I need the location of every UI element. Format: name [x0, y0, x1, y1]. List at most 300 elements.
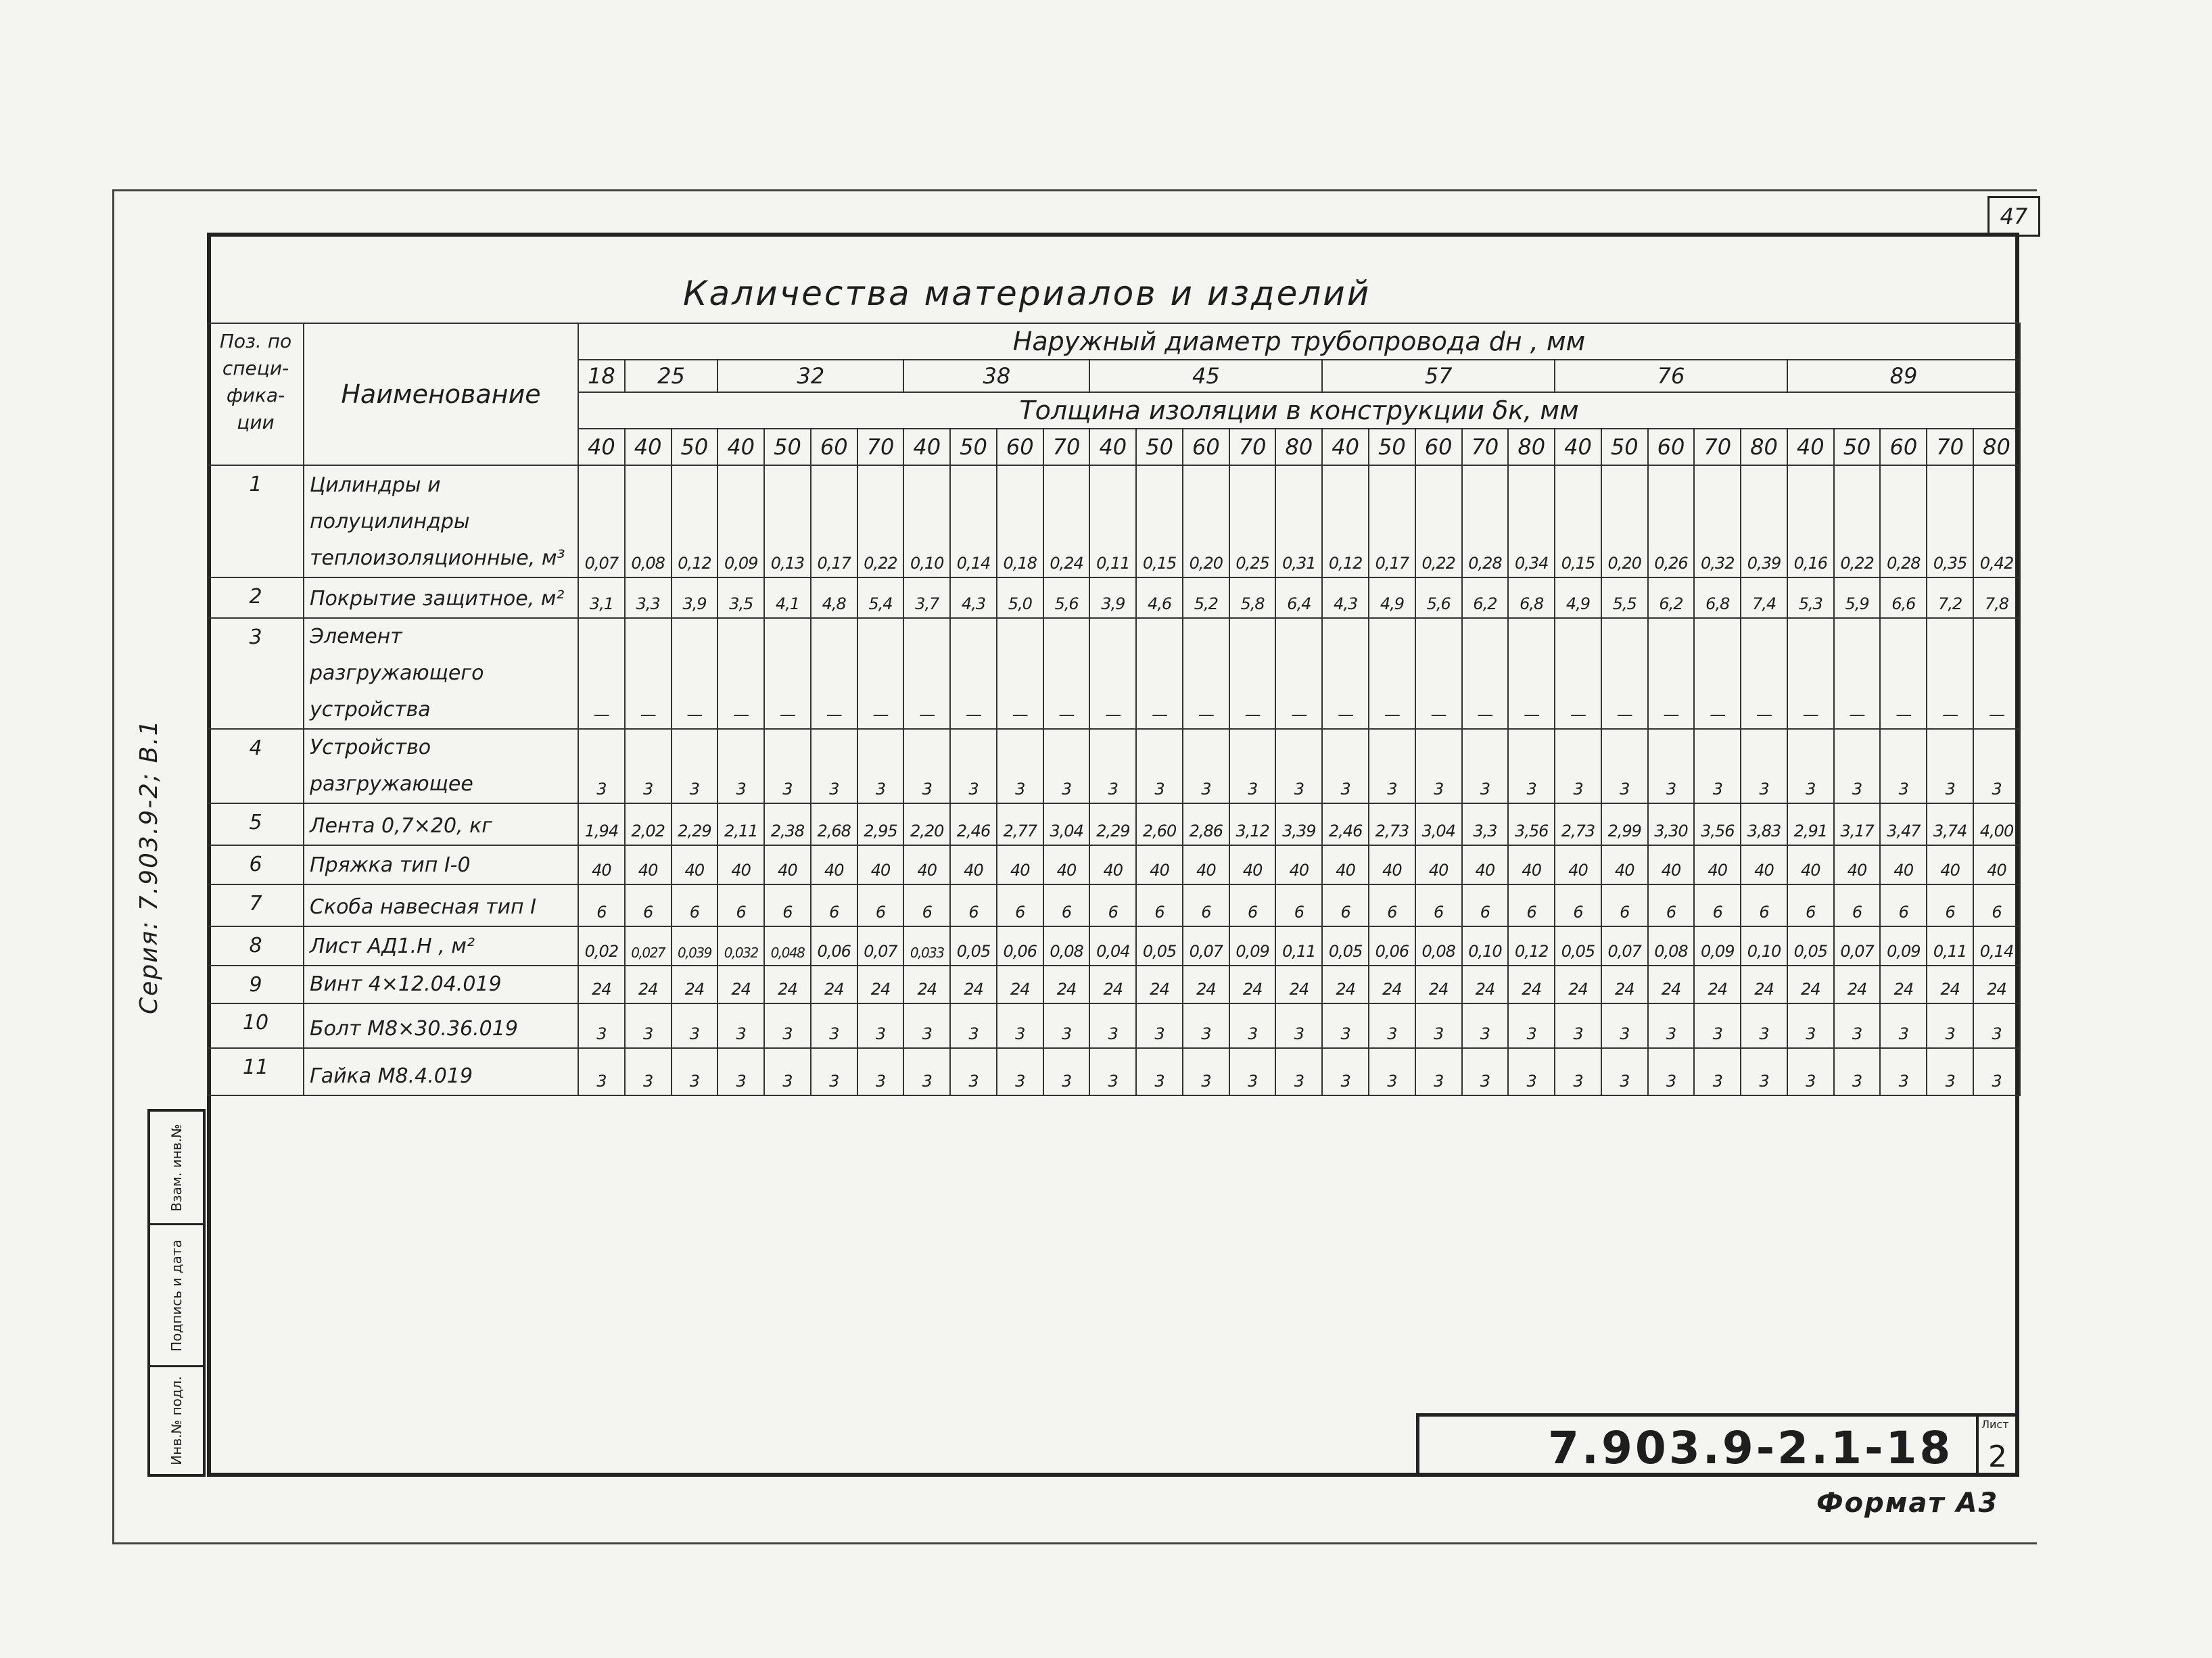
row-value: 2,20: [903, 803, 950, 845]
row-value: 3: [1462, 1003, 1509, 1048]
row-value: 40: [1136, 845, 1183, 884]
row-value: 3: [903, 1048, 950, 1095]
row-value: 2,29: [672, 803, 718, 845]
row-name: Лента 0,7×20, кг: [304, 803, 578, 845]
row-value: 3: [1787, 729, 1834, 803]
header-thickness-cell: 70: [1229, 429, 1276, 465]
row-value: 4,9: [1369, 577, 1415, 618]
row-value: —: [1694, 618, 1741, 729]
row-value: 3: [672, 1048, 718, 1095]
row-value: 6: [1694, 884, 1741, 926]
header-diameter-cell: 89: [1787, 360, 2020, 392]
row-value: 24: [1648, 966, 1695, 1003]
row-pos: 2: [208, 577, 304, 618]
row-value: 6,2: [1462, 577, 1509, 618]
row-value: 6: [903, 884, 950, 926]
row-value: 4,8: [811, 577, 857, 618]
row-value: 2,99: [1601, 803, 1648, 845]
row-value: 0,22: [857, 465, 904, 577]
row-value: 3: [857, 1048, 904, 1095]
row-value: —: [997, 618, 1043, 729]
row-value: 3: [1415, 1003, 1462, 1048]
header-thickness-cell: 40: [578, 429, 625, 465]
header-thickness-cell: 50: [672, 429, 718, 465]
row-value: 40: [950, 845, 997, 884]
row-value: —: [1973, 618, 2020, 729]
row-value: 3: [1462, 729, 1509, 803]
header-diameter-cell: 25: [625, 360, 718, 392]
row-value: 3: [1555, 1003, 1601, 1048]
row-name: Элемент разгружающего устройства: [304, 618, 578, 729]
row-value: 24: [1136, 966, 1183, 1003]
header-thickness-cell: 70: [1927, 429, 1973, 465]
header-thickness-cell: 50: [1834, 429, 1881, 465]
header-thickness-cell: 40: [625, 429, 672, 465]
stamp-inv-original: [150, 1367, 203, 1474]
row-value: 40: [1183, 845, 1229, 884]
row-value: 0,34: [1508, 465, 1555, 577]
row-value: 0,25: [1229, 465, 1276, 577]
row-value: 3: [1880, 1048, 1927, 1095]
row-value: 6: [672, 884, 718, 926]
row-value: 3,1: [578, 577, 625, 618]
row-value: 40: [1694, 845, 1741, 884]
row-value: 0,26: [1648, 465, 1695, 577]
row-value: 3: [1229, 1003, 1276, 1048]
row-value: 5,9: [1834, 577, 1881, 618]
row-value: 6: [1322, 884, 1369, 926]
row-value: 3: [1508, 1048, 1555, 1095]
stamp-inv-replacement: [150, 1112, 203, 1225]
row-value: 2,73: [1555, 803, 1601, 845]
row-value: 24: [1043, 966, 1090, 1003]
row-value: 5,6: [1415, 577, 1462, 618]
row-value: 40: [1927, 845, 1973, 884]
row-value: 3: [1183, 729, 1229, 803]
row-value: 24: [1275, 966, 1322, 1003]
row-value: 6: [717, 884, 764, 926]
stamp-block: [147, 1109, 206, 1477]
row-pos: 1: [208, 465, 304, 577]
row-value: 24: [997, 966, 1043, 1003]
row-value: 3,7: [903, 577, 950, 618]
row-value: 40: [1601, 845, 1648, 884]
row-value: 24: [717, 966, 764, 1003]
row-value: 40: [672, 845, 718, 884]
title-block: [1416, 1413, 2019, 1477]
header-thickness: Толщина изоляции в конструкции δк, мм: [578, 392, 2020, 429]
row-value: —: [1043, 618, 1090, 729]
row-value: 24: [1973, 966, 2020, 1003]
row-value: 3: [717, 1003, 764, 1048]
row-value: 24: [1834, 966, 1881, 1003]
row-value: 0,14: [1973, 926, 2020, 966]
row-value: 0,10: [903, 465, 950, 577]
stamp-signature-date-label: Подпись и дата: [168, 1239, 185, 1352]
table-row: [208, 729, 2020, 803]
row-value: 3: [625, 1048, 672, 1095]
row-value: 7,4: [1741, 577, 1787, 618]
row-value: 6: [1183, 884, 1229, 926]
row-value: 3: [1089, 1003, 1136, 1048]
header-thickness-cell: 40: [1322, 429, 1369, 465]
row-value: 40: [1880, 845, 1927, 884]
row-value: 0,033: [903, 926, 950, 966]
row-value: 24: [1880, 966, 1927, 1003]
row-value: 3: [1648, 1003, 1695, 1048]
row-value: 2,95: [857, 803, 904, 845]
row-value: —: [1183, 618, 1229, 729]
row-value: 0,12: [1322, 465, 1369, 577]
row-value: 6: [857, 884, 904, 926]
row-value: 40: [857, 845, 904, 884]
row-value: 0,09: [1229, 926, 1276, 966]
row-value: 3,17: [1834, 803, 1881, 845]
row-value: 3: [1229, 1048, 1276, 1095]
row-value: 3: [1834, 1003, 1881, 1048]
row-value: 0,05: [1322, 926, 1369, 966]
row-value: 0,17: [811, 465, 857, 577]
row-pos: 6: [208, 845, 304, 884]
row-value: 0,10: [1462, 926, 1509, 966]
row-value: 0,09: [1880, 926, 1927, 966]
row-value: 3: [950, 1048, 997, 1095]
row-value: 3: [1973, 1003, 2020, 1048]
table-row: [208, 803, 2020, 845]
row-value: 3: [578, 1003, 625, 1048]
row-value: 3: [1229, 729, 1276, 803]
row-value: 40: [1275, 845, 1322, 884]
row-value: 24: [857, 966, 904, 1003]
row-name: Скоба навесная тип I: [304, 884, 578, 926]
row-value: 2,77: [997, 803, 1043, 845]
row-value: 3: [1973, 1048, 2020, 1095]
row-value: 3: [1648, 1048, 1695, 1095]
row-value: 3: [1555, 729, 1601, 803]
row-value: 6: [1136, 884, 1183, 926]
row-value: 0,039: [672, 926, 718, 966]
row-value: 3: [1694, 1048, 1741, 1095]
row-value: 2,73: [1369, 803, 1415, 845]
row-value: 3: [1183, 1048, 1229, 1095]
table-row: [208, 618, 2020, 729]
row-value: 3: [950, 1003, 997, 1048]
row-value: 3: [625, 729, 672, 803]
row-value: 3,3: [1462, 803, 1509, 845]
row-value: 6: [1229, 884, 1276, 926]
header-thickness-cell: 80: [1973, 429, 2020, 465]
row-value: 3,56: [1508, 803, 1555, 845]
header-thickness-cell: 80: [1741, 429, 1787, 465]
row-value: 0,06: [1369, 926, 1415, 966]
header-name: Наименование: [304, 323, 578, 465]
row-value: 2,91: [1787, 803, 1834, 845]
row-value: 3: [1601, 729, 1648, 803]
row-value: 3,3: [625, 577, 672, 618]
stamp-inv-original-label: Инв.№ подл.: [168, 1376, 185, 1465]
row-value: 6: [1555, 884, 1601, 926]
row-value: 3: [1787, 1048, 1834, 1095]
row-value: 3: [997, 1048, 1043, 1095]
row-name: Болт М8×30.36.019: [304, 1003, 578, 1048]
row-value: 24: [950, 966, 997, 1003]
row-value: 0,24: [1043, 465, 1090, 577]
row-value: —: [1275, 618, 1322, 729]
header-thickness-cell: 50: [1601, 429, 1648, 465]
row-value: —: [1787, 618, 1834, 729]
row-value: —: [1322, 618, 1369, 729]
row-value: 3: [1648, 729, 1695, 803]
row-value: 3: [764, 1003, 811, 1048]
row-value: 40: [578, 845, 625, 884]
row-value: 0,05: [1787, 926, 1834, 966]
row-value: 3: [1834, 1048, 1881, 1095]
row-value: 0,08: [1043, 926, 1090, 966]
row-value: 0,17: [1369, 465, 1415, 577]
header-thickness-cell: 60: [997, 429, 1043, 465]
row-value: 3: [1275, 1048, 1322, 1095]
row-value: 3: [717, 1048, 764, 1095]
row-value: 0,02: [578, 926, 625, 966]
row-value: 0,12: [1508, 926, 1555, 966]
row-value: 3: [1043, 1003, 1090, 1048]
header-diameter-cell: 57: [1322, 360, 1555, 392]
row-value: 3: [1089, 729, 1136, 803]
row-value: —: [1136, 618, 1183, 729]
row-value: —: [1415, 618, 1462, 729]
row-value: 5,0: [997, 577, 1043, 618]
row-value: 0,20: [1601, 465, 1648, 577]
row-value: 6: [764, 884, 811, 926]
row-value: 0,35: [1927, 465, 1973, 577]
row-value: 6: [1508, 884, 1555, 926]
row-value: 40: [1973, 845, 2020, 884]
row-value: 6: [1043, 884, 1090, 926]
row-name: Устройство разгружающее: [304, 729, 578, 803]
row-value: 0,12: [672, 465, 718, 577]
row-value: 3: [1089, 1048, 1136, 1095]
row-value: 3: [1880, 729, 1927, 803]
row-value: 3: [672, 1003, 718, 1048]
row-value: 0,18: [997, 465, 1043, 577]
table-row: [208, 926, 2020, 966]
row-pos: 10: [208, 1003, 304, 1048]
header-thickness-cell: 50: [1369, 429, 1415, 465]
row-value: 3: [1183, 1003, 1229, 1048]
row-value: 3: [1880, 1003, 1927, 1048]
row-value: 6: [1275, 884, 1322, 926]
row-value: 3: [997, 1003, 1043, 1048]
header-diameter-cell: 38: [903, 360, 1089, 392]
header-thickness-cell: 70: [1462, 429, 1509, 465]
row-value: 3: [1555, 1048, 1601, 1095]
row-value: 2,38: [764, 803, 811, 845]
row-value: 3: [1462, 1048, 1509, 1095]
row-value: 24: [1555, 966, 1601, 1003]
row-value: 3,04: [1415, 803, 1462, 845]
row-value: 6: [1369, 884, 1415, 926]
row-value: 6,6: [1880, 577, 1927, 618]
row-value: —: [950, 618, 997, 729]
row-value: 3: [811, 1048, 857, 1095]
row-value: 2,46: [1322, 803, 1369, 845]
row-value: 2,11: [717, 803, 764, 845]
row-value: 40: [717, 845, 764, 884]
row-value: 24: [578, 966, 625, 1003]
row-value: —: [672, 618, 718, 729]
row-value: 3: [1369, 729, 1415, 803]
row-value: 3: [1322, 1003, 1369, 1048]
row-value: 3,5: [717, 577, 764, 618]
header-thickness-cell: 50: [950, 429, 997, 465]
row-value: 0,28: [1462, 465, 1509, 577]
series-label: Серия: 7.903.9-2; В.1: [135, 719, 163, 1014]
row-value: —: [811, 618, 857, 729]
row-value: 5,3: [1787, 577, 1834, 618]
header-thickness-cell: 70: [1694, 429, 1741, 465]
row-name: Покрытие защитное, м²: [304, 577, 578, 618]
row-name: Цилиндры и полуцилиндры теплоизоляционные, м³: [304, 465, 578, 577]
row-value: 40: [1648, 845, 1695, 884]
row-value: 24: [1089, 966, 1136, 1003]
row-value: 40: [1043, 845, 1090, 884]
row-value: 4,3: [950, 577, 997, 618]
row-pos: 9: [208, 966, 304, 1003]
row-value: 24: [1369, 966, 1415, 1003]
row-value: 7,8: [1973, 577, 2020, 618]
row-value: 3: [1927, 729, 1973, 803]
row-value: 3: [1741, 729, 1787, 803]
row-pos: 8: [208, 926, 304, 966]
row-value: 0,08: [1648, 926, 1695, 966]
row-value: 5,2: [1183, 577, 1229, 618]
row-value: 2,02: [625, 803, 672, 845]
row-value: 6: [811, 884, 857, 926]
row-value: 3: [764, 729, 811, 803]
row-value: 3: [625, 1003, 672, 1048]
row-value: —: [1462, 618, 1509, 729]
row-value: 40: [1741, 845, 1787, 884]
row-value: 2,46: [950, 803, 997, 845]
row-value: —: [1834, 618, 1881, 729]
row-value: 2,29: [1089, 803, 1136, 845]
row-value: —: [1601, 618, 1648, 729]
row-value: 3: [1275, 729, 1322, 803]
row-value: 3,83: [1741, 803, 1787, 845]
row-value: 6,8: [1508, 577, 1555, 618]
row-value: 24: [672, 966, 718, 1003]
row-value: 3: [578, 1048, 625, 1095]
page-number: 47: [1987, 196, 2040, 237]
row-value: 0,09: [1694, 926, 1741, 966]
row-value: 3: [1136, 1003, 1183, 1048]
row-value: 6: [1787, 884, 1834, 926]
row-value: 3: [1369, 1003, 1415, 1048]
page-title: Каличества материалов и изделий: [683, 274, 1371, 313]
header-diameter-cell: 76: [1555, 360, 1787, 392]
header-diameter-cell: 45: [1089, 360, 1322, 392]
header-diameter-cell: 18: [578, 360, 625, 392]
row-value: 3,74: [1927, 803, 1973, 845]
header-thickness-cell: 40: [903, 429, 950, 465]
row-value: 1,94: [578, 803, 625, 845]
row-value: 40: [1089, 845, 1136, 884]
row-value: 4,6: [1136, 577, 1183, 618]
row-value: 3: [1275, 1003, 1322, 1048]
row-value: 6,4: [1275, 577, 1322, 618]
row-value: 3: [1508, 1003, 1555, 1048]
row-name: Гайка М8.4.019: [304, 1048, 578, 1095]
row-value: 40: [1508, 845, 1555, 884]
row-value: 3: [1508, 729, 1555, 803]
header-pos: Поз. по специ- фика- ции: [208, 323, 304, 465]
row-value: 3: [1601, 1048, 1648, 1095]
row-value: 24: [1322, 966, 1369, 1003]
row-value: 40: [811, 845, 857, 884]
row-value: 5,8: [1229, 577, 1276, 618]
sheet-label: Лист: [1981, 1418, 2009, 1431]
sheet-box: [1976, 1417, 2019, 1477]
materials-table: [207, 323, 2021, 1096]
row-value: 24: [1694, 966, 1741, 1003]
row-value: 40: [1229, 845, 1276, 884]
row-value: 4,9: [1555, 577, 1601, 618]
row-value: 24: [1927, 966, 1973, 1003]
row-value: 0,42: [1973, 465, 2020, 577]
document-designation: 7.903.9-2.1-18: [1548, 1422, 1954, 1474]
header-thickness-cell: 60: [1880, 429, 1927, 465]
row-value: 3: [1973, 729, 2020, 803]
row-name: Лист АД1.Н , м²: [304, 926, 578, 966]
row-value: 40: [1415, 845, 1462, 884]
stamp-inv-replacement-label: Взам. инв.№: [168, 1123, 185, 1212]
row-value: 40: [1787, 845, 1834, 884]
header-thickness-cell: 60: [811, 429, 857, 465]
header-thickness-cell: 60: [1648, 429, 1695, 465]
header-thickness-cell: 60: [1415, 429, 1462, 465]
row-value: 3: [1043, 1048, 1090, 1095]
row-value: 3: [1322, 729, 1369, 803]
row-value: 40: [997, 845, 1043, 884]
row-value: 3: [1136, 729, 1183, 803]
row-value: —: [1229, 618, 1276, 729]
row-value: 6: [1415, 884, 1462, 926]
row-value: 0,39: [1741, 465, 1787, 577]
row-value: 3: [1741, 1048, 1787, 1095]
row-value: 3: [1322, 1048, 1369, 1095]
row-value: 3: [764, 1048, 811, 1095]
header-thickness-cell: 70: [857, 429, 904, 465]
row-value: 0,15: [1136, 465, 1183, 577]
row-value: 0,027: [625, 926, 672, 966]
row-value: 0,07: [578, 465, 625, 577]
header-thickness-cell: 80: [1508, 429, 1555, 465]
row-value: 6,2: [1648, 577, 1695, 618]
row-value: 3: [1694, 1003, 1741, 1048]
row-value: 6: [578, 884, 625, 926]
row-value: 0,11: [1089, 465, 1136, 577]
row-value: 0,28: [1880, 465, 1927, 577]
row-value: 3: [857, 729, 904, 803]
row-value: —: [1927, 618, 1973, 729]
row-value: —: [625, 618, 672, 729]
row-value: 6: [1834, 884, 1881, 926]
row-value: 3: [1787, 1003, 1834, 1048]
row-value: 3: [1043, 729, 1090, 803]
row-value: 3: [811, 1003, 857, 1048]
row-value: 0,14: [950, 465, 997, 577]
row-value: 40: [1322, 845, 1369, 884]
